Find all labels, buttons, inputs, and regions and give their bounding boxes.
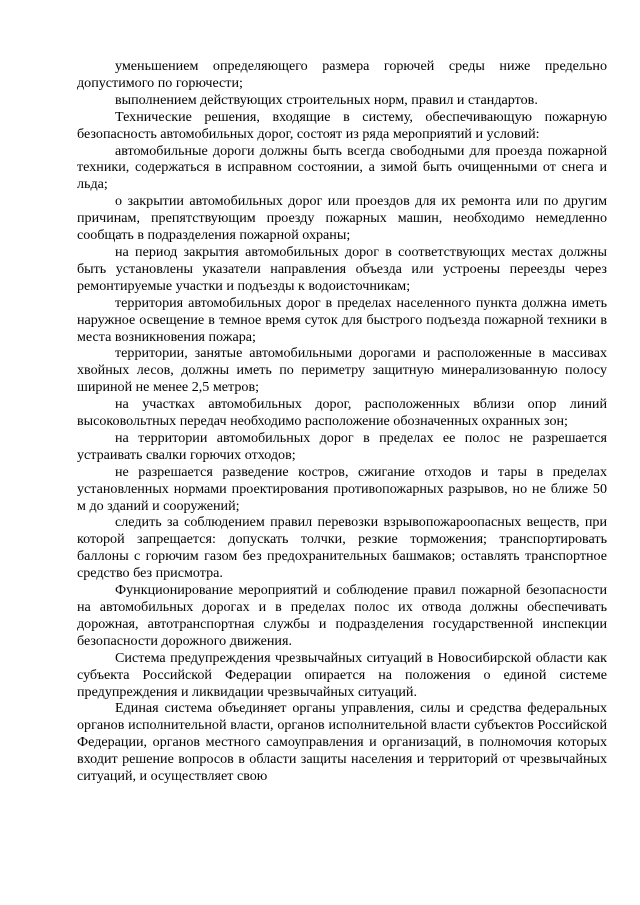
paragraph: автомобильные дороги должны быть всегда свободными для проезда пожарной техники, содержаться в исправном состоянии, а зимой быть очищенными от снега и льда; xyxy=(77,142,607,193)
paragraph: о закрытии автомобильных дорог или проездов для их ремонта или по другим причинам, препятствующим проезду пожарных машин, необходимо немедленно сообщать в подразделения пожарной охраны; xyxy=(77,193,607,244)
paragraph: на территории автомобильных дорог в пределах ее полос не разрешается устраивать свалки горючих отходов; xyxy=(77,429,607,463)
paragraph: Единая система объединяет органы управления, силы и средства федеральных органов исполнительной власти, органов исполнительной власти субъектов Российской Федерации, органов местного самоуправления и организаций, в полномочия которых входит решение вопросов в области защиты населения и территорий от чрезвычайных ситуаций, и осуществляет свою xyxy=(77,700,607,785)
paragraph: уменьшением определяющего размера горючей среды ниже предельно допустимого по горючести; xyxy=(77,58,607,91)
paragraph: выполнением действующих строительных норм, правил и стандартов. xyxy=(115,91,538,108)
paragraph: Функционирование мероприятий и соблюдение правил пожарной безопасности на автомобильных дорогах и в пределах полос их отвода должны обеспечивать дорожная, автотранспортная службы и подразделения государственной инспекции безопасности дорожного движения. xyxy=(77,582,607,649)
paragraph: территория автомобильных дорог в пределах населенного пункта должна иметь наружное освещение в темное время суток для быстрого подъезда пожарной техники в места возникновения пожара; xyxy=(77,294,607,345)
paragraph: не разрешается разведение костров, сжигание отходов и тары в пределах установленных нормами проектирования противопожарных разрывов, но не ближе 50 м до зданий и сооружений; xyxy=(77,463,607,514)
document-page xyxy=(77,58,607,785)
paragraph: на участках автомобильных дорог, расположенных вблизи опор линий высоковольтных передач необходимо расположение обозначенных охранных зон; xyxy=(77,396,607,430)
paragraph: Система предупреждения чрезвычайных ситуаций в Новосибирской области как субъекта Российской Федерации опирается на положения о единой системе предупреждения и ликвидации чрезвычайных ситуаций. xyxy=(77,649,607,700)
paragraph: на период закрытия автомобильных дорог в соответствующих местах должны быть установлены указатели направления объезда или устроены переезды через ремонтируемые участки и подъезды к водоисточникам; xyxy=(77,243,607,294)
paragraph: территории, занятые автомобильными дорогами и расположенные в массивах хвойных лесов, должны иметь по периметру защитную минерализованную полосу шириной не менее 2,5 метров; xyxy=(77,345,607,396)
paragraph: Технические решения, входящие в систему, обеспечивающую пожарную безопасность автомобильных дорог, состоят из ряда мероприятий и условий: xyxy=(77,108,607,142)
paragraph: следить за соблюдением правил перевозки взрывопожароопасных веществ, при которой запрещается: допускать толчки, резкие торможения; транспортировать баллоны с горючим газом без предохранительных башмаков; оставлять транспортное средство без присмотра. xyxy=(77,514,607,582)
